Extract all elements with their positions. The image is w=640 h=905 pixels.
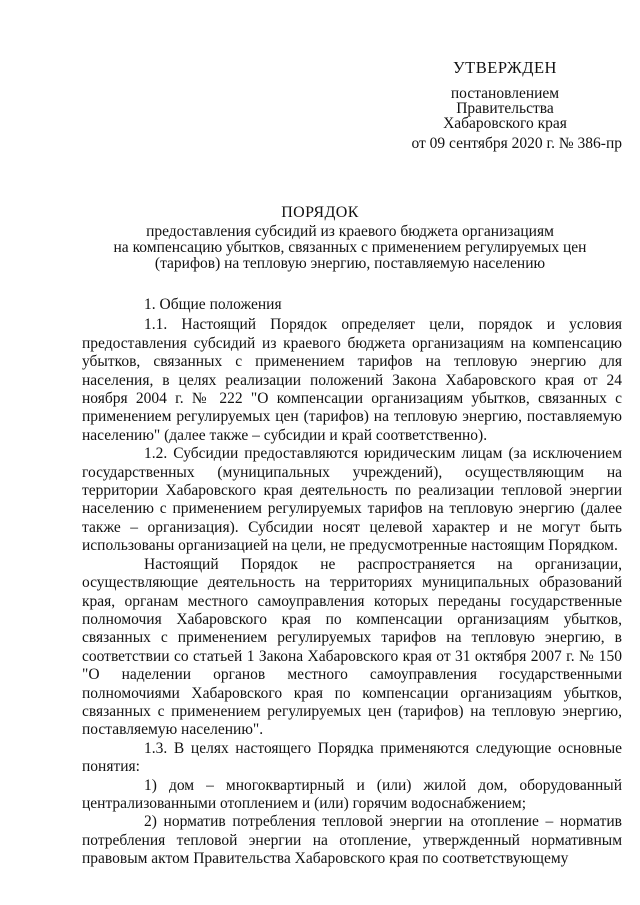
- subtitle-line-1: предоставления субсидий из краевого бюджета организациям: [146, 223, 554, 240]
- approval-stamp: [390, 60, 620, 151]
- subtitle-line-3: (тарифов) на тепловую энергию, поставляемую населению: [154, 255, 546, 272]
- subtitle-line-2: на компенсацию убытков, связанных с применением регулируемых цен: [113, 239, 587, 256]
- document-body: [82, 296, 622, 869]
- approval-line-3: Хабаровского края: [443, 115, 567, 132]
- definition-item-1: 1) дом – многоквартирный и (или) жилой дом, оборудованный централизованными отоплением и (или) горячим водоснабжением;: [82, 776, 622, 812]
- paragraph-1-3: 1.3. В целях настоящего Порядка применяются следующие основные понятия:: [82, 739, 622, 776]
- paragraph-1-2-continued: Настоящий Порядок не распространяется на организации, осуществляющие деятельность на территориях муниципальных образований края, органам местного самоуправления которых переданы государственные полномочия Хабаровского края по компенсации организациям убытков, связанных с применением регулируемых тарифов на тепловую энергию, в соответствии со статьей 1 Закона Хабаровского края от 31 октября 2007 г. № 150 "О наделении органов местного самоуправления государственными полномочиями Хабаровского края по компенсации организациям убытков, связанных с применением регулируемых цен (тарифов) на тепловую энергию, поставляемую населению".: [82, 555, 622, 739]
- approval-line-2: Правительства: [456, 100, 554, 117]
- paragraph-1-1: 1.1. Настоящий Порядок определяет цели, порядок и условия предоставления субсидий из краевого бюджета организациям на компенсацию убытков, связанных с применением тарифов на тепловую энергию для населения, в целях реализации положений Закона Хабаровского края от 24 ноября 2004 г. № 222 "О компенсации организациям убытков, связанных с применением регулируемых цен (тарифов) на тепловую энергию, поставляемую населению" (далее также – субсидии и край соответственно).: [82, 316, 622, 444]
- document-subtitle: [60, 224, 640, 272]
- definition-item-2: 2) норматив потребления тепловой энергии на отопление – норматив потребления тепловой энергии на отопление, утвержденный нормативным правовым актом Правительства Хабаровского края по соответствующему: [82, 813, 622, 868]
- approval-status: УТВЕРЖДЕН: [453, 58, 557, 77]
- document-title: ПОРЯДОК: [281, 204, 359, 221]
- approval-date: от 09 сентября 2020 г. № 386-пр: [411, 135, 622, 152]
- paragraph-1-2: 1.2. Субсидии предоставляются юридическим лицам (за исключением государственных (муниципальных учреждений), осуществляющим на территории Хабаровского края деятельность по реализации тепловой энергии населению с применением регулируемых тарифов на тепловую энергию (далее также – организация). Субсидии носят целевой характер и не могут быть использованы организацией на цели, не предусмотренные настоящим Порядком.: [82, 445, 622, 555]
- approval-line-1: постановлением: [450, 85, 560, 102]
- section-heading: 1. Общие положения: [144, 296, 282, 313]
